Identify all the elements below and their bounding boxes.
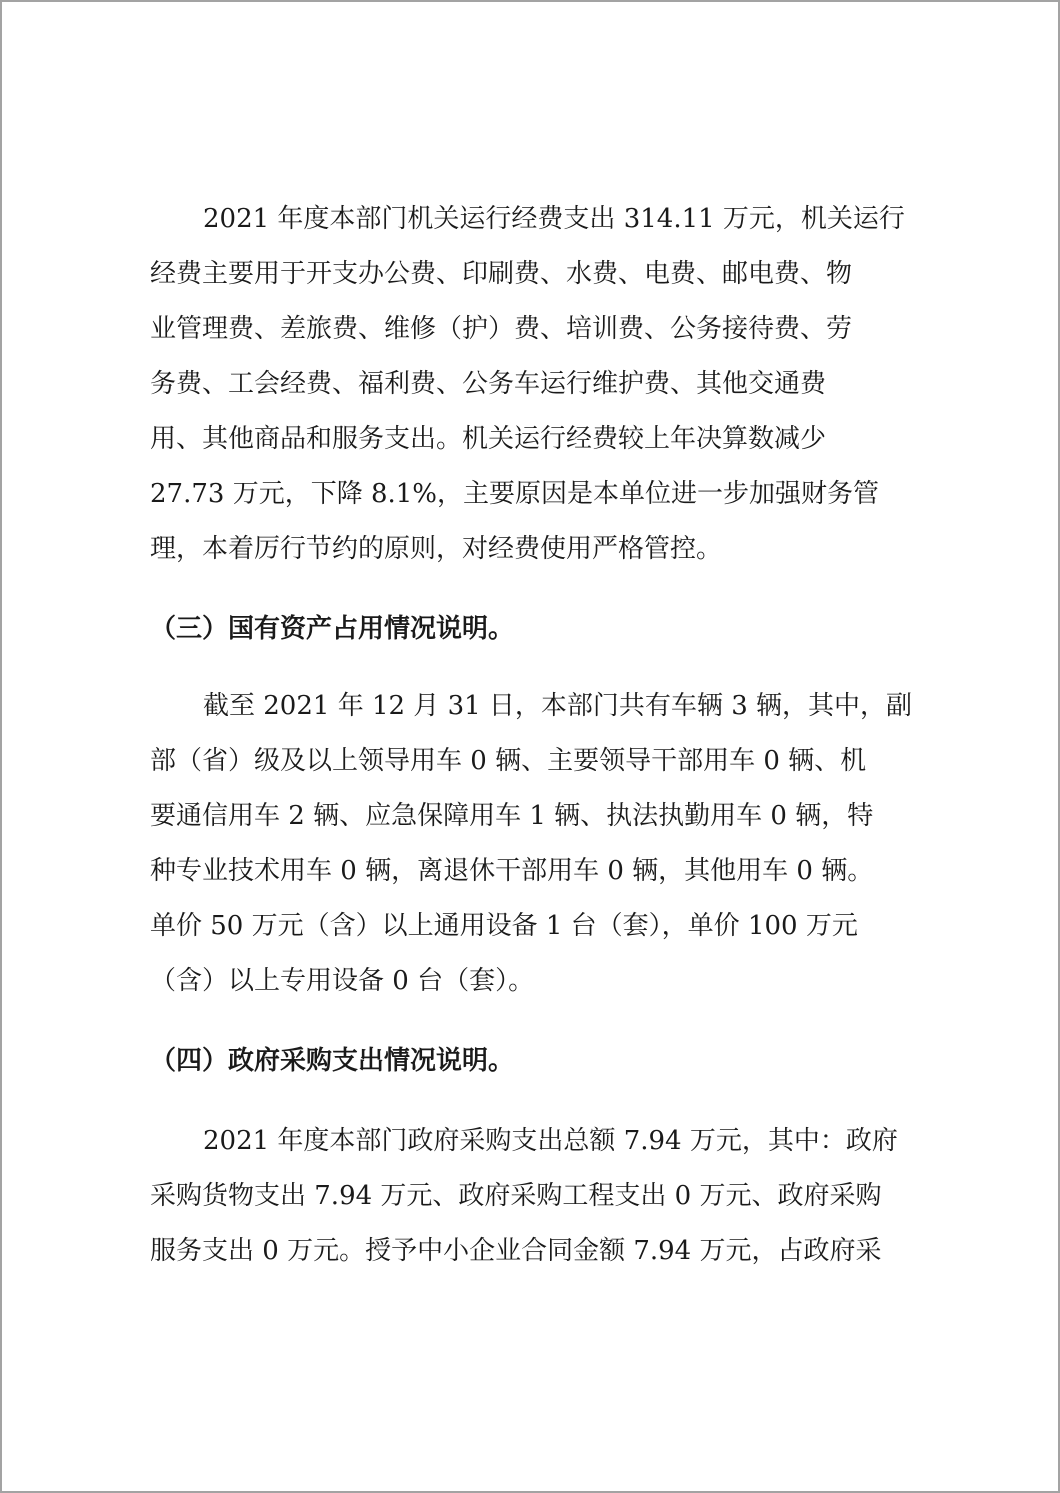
section-heading: （四）政府采购支出情况说明。 <box>150 1046 515 1076</box>
paragraph-line: 要通信用车 2 辆、应急保障用车 1 辆、执法执勤用车 0 辆，特 <box>150 801 874 831</box>
paragraph-line: 27.73 万元，下降 8.1%，主要原因是本单位进一步加强财务管 <box>150 479 880 509</box>
paragraph-line: 单价 50 万元（含）以上通用设备 1 台（套），单价 100 万元 <box>150 911 858 941</box>
paragraph-line: 2021 年度本部门机关运行经费支出 314.11 万元，机关运行 <box>203 204 905 234</box>
section-heading: （三）国有资产占用情况说明。 <box>150 614 515 644</box>
paragraph-line: 理，本着厉行节约的原则，对经费使用严格管控。 <box>150 534 723 564</box>
paragraph-line: 经费主要用于开支办公费、印刷费、水费、电费、邮电费、物 <box>150 259 853 289</box>
paragraph-line: 部（省）级及以上领导用车 0 辆、主要领导干部用车 0 辆、机 <box>150 746 867 776</box>
paragraph-line: 务费、工会经费、福利费、公务车运行维护费、其他交通费 <box>150 369 827 399</box>
paragraph-line: 服务支出 0 万元。授予中小企业合同金额 7.94 万元，占政府采 <box>150 1236 882 1266</box>
paragraph-line: 2021 年度本部门政府采购支出总额 7.94 万元，其中：政府 <box>203 1126 898 1156</box>
paragraph-line: 业管理费、差旅费、维修（护）费、培训费、公务接待费、劳 <box>150 314 853 344</box>
paragraph-line: 截至 2021 年 12 月 31 日，本部门共有车辆 3 辆，其中，副 <box>203 691 912 721</box>
paragraph-line: 采购货物支出 7.94 万元、政府采购工程支出 0 万元、政府采购 <box>150 1181 882 1211</box>
paragraph-line: 种专业技术用车 0 辆，离退休干部用车 0 辆，其他用车 0 辆。 <box>150 856 874 886</box>
paragraph-line: 用、其他商品和服务支出。机关运行经费较上年决算数减少 <box>150 424 827 454</box>
paragraph-line: （含）以上专用设备 0 台（套）。 <box>150 966 535 996</box>
